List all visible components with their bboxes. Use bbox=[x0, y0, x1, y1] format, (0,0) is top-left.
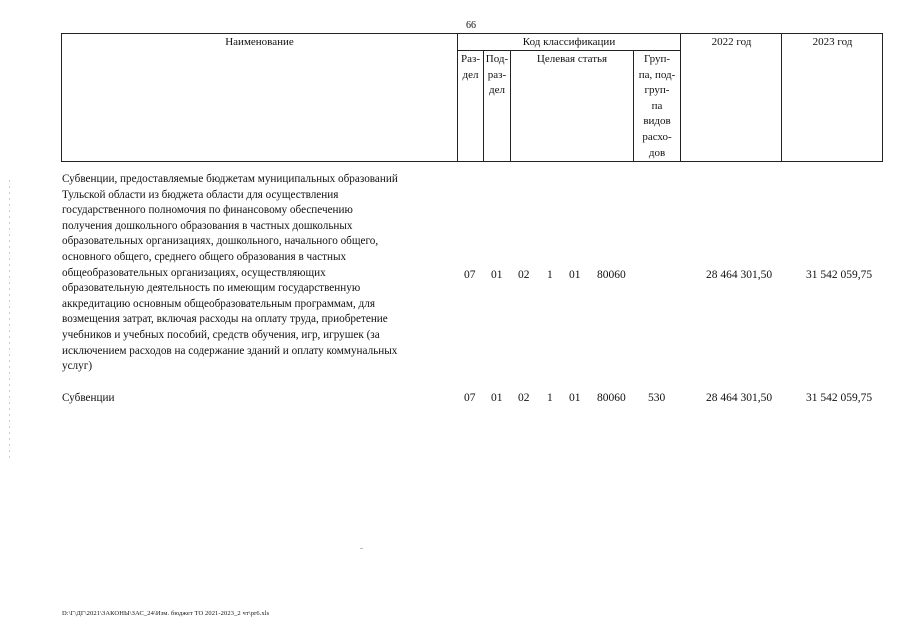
header-expense-group-line: дов bbox=[648, 146, 666, 159]
row-1-subsection: 01 bbox=[491, 269, 503, 281]
header-expense-group bbox=[634, 52, 680, 161]
row-1-name-line: получения дошкольного образования в частных дошкольных bbox=[62, 219, 353, 232]
header-expense-group-line: па bbox=[651, 99, 663, 112]
row-1-name-line: образовательную деятельность по имеющим государственную bbox=[62, 282, 361, 295]
table-header-bottom-border bbox=[61, 161, 883, 162]
row-1-target-event: 01 bbox=[569, 269, 581, 281]
header-subsection-line: дел bbox=[489, 84, 505, 97]
table-right-border bbox=[882, 33, 883, 162]
row-1-section: 07 bbox=[464, 269, 476, 281]
expense-group-column-border bbox=[680, 33, 681, 162]
row-2-year-2022: 28 464 301,50 bbox=[706, 392, 773, 404]
row-2-section: 07 bbox=[464, 392, 476, 404]
row-1-target-program: 02 bbox=[518, 269, 530, 281]
row-2-name: Субвенции bbox=[62, 392, 115, 404]
header-section bbox=[458, 52, 483, 83]
header-subsection-line: раз- bbox=[487, 68, 507, 81]
row-2-target-direction: 80060 bbox=[597, 392, 626, 404]
row-1-name-line: общеобразовательных организациях, осуществляющих bbox=[62, 266, 326, 279]
file-path-footer: D:\Г\ДГ\2021\ЗАКОНЫ\ЗАС_24\Изм. бюджет ТО 2021-2023_2 чт\pr6.xls bbox=[62, 610, 270, 617]
row-1-name-line: услуг) bbox=[62, 360, 93, 373]
header-expense-group-line: расхо- bbox=[642, 130, 672, 143]
row-2-target-program: 02 bbox=[518, 392, 530, 404]
row-1-name bbox=[62, 172, 462, 375]
header-subsection bbox=[484, 52, 510, 99]
row-1-year-2022: 28 464 301,50 bbox=[706, 269, 773, 281]
header-section-line: Раз- bbox=[460, 53, 480, 65]
page-number: 66 bbox=[466, 20, 476, 31]
row-1-name-line: государственного полномочия по финансовому обеспечению bbox=[62, 204, 353, 217]
header-expense-group-line: па, под- bbox=[638, 68, 676, 81]
scan-edge-mark bbox=[9, 180, 10, 460]
scan-speck bbox=[360, 548, 363, 549]
header-target-article: Целевая статья bbox=[536, 53, 608, 65]
year-2022-column-border bbox=[781, 33, 782, 162]
row-1-name-line: исключением расходов на содержание зданий и оплату коммунальных bbox=[62, 344, 398, 357]
row-2-subsection: 01 bbox=[491, 392, 503, 404]
header-year-2023: 2023 год bbox=[812, 36, 853, 48]
row-1-name-line: Тульской области из бюджета области для осуществления bbox=[62, 188, 339, 201]
header-expense-group-line: груп- bbox=[644, 84, 670, 97]
row-1-year-2023: 31 542 059,75 bbox=[806, 269, 873, 281]
row-2-expense-group: 530 bbox=[648, 392, 666, 404]
row-1-name-line: аккредитацию основным общеобразовательным программам, для bbox=[62, 297, 375, 310]
row-2-year-2023: 31 542 059,75 bbox=[806, 392, 873, 404]
row-2-target-subprogram: 1 bbox=[547, 392, 553, 404]
row-2-target-event: 01 bbox=[569, 392, 581, 404]
header-name: Наименование bbox=[225, 36, 294, 48]
header-expense-group-line: видов bbox=[643, 115, 671, 128]
row-1-name-line: образовательных организациях, дошкольного, начального общего, bbox=[62, 235, 379, 248]
row-1-target-direction: 80060 bbox=[597, 269, 626, 281]
row-1-name-line: учебников и учебных пособий, средств обучения, игр, игрушек (за bbox=[62, 328, 380, 341]
table-top-border bbox=[61, 33, 883, 34]
row-1-target-subprogram: 1 bbox=[547, 269, 553, 281]
row-1-name-line: Субвенции, предоставляемые бюджетам муниципальных образований bbox=[62, 173, 398, 185]
header-section-line: дел bbox=[462, 68, 479, 81]
row-1-name-line: возмещения затрат, включая расходы на оплату труда, приобретение bbox=[62, 313, 388, 326]
table-left-border bbox=[61, 33, 62, 162]
header-classification-code: Код классификации bbox=[522, 36, 616, 48]
header-year-2022: 2022 год bbox=[711, 36, 752, 48]
header-subsection-line: Под- bbox=[485, 53, 509, 65]
row-1-name-line: основного общего, среднего общего образования в частных bbox=[62, 250, 347, 263]
header-expense-group-line: Груп- bbox=[643, 53, 671, 65]
